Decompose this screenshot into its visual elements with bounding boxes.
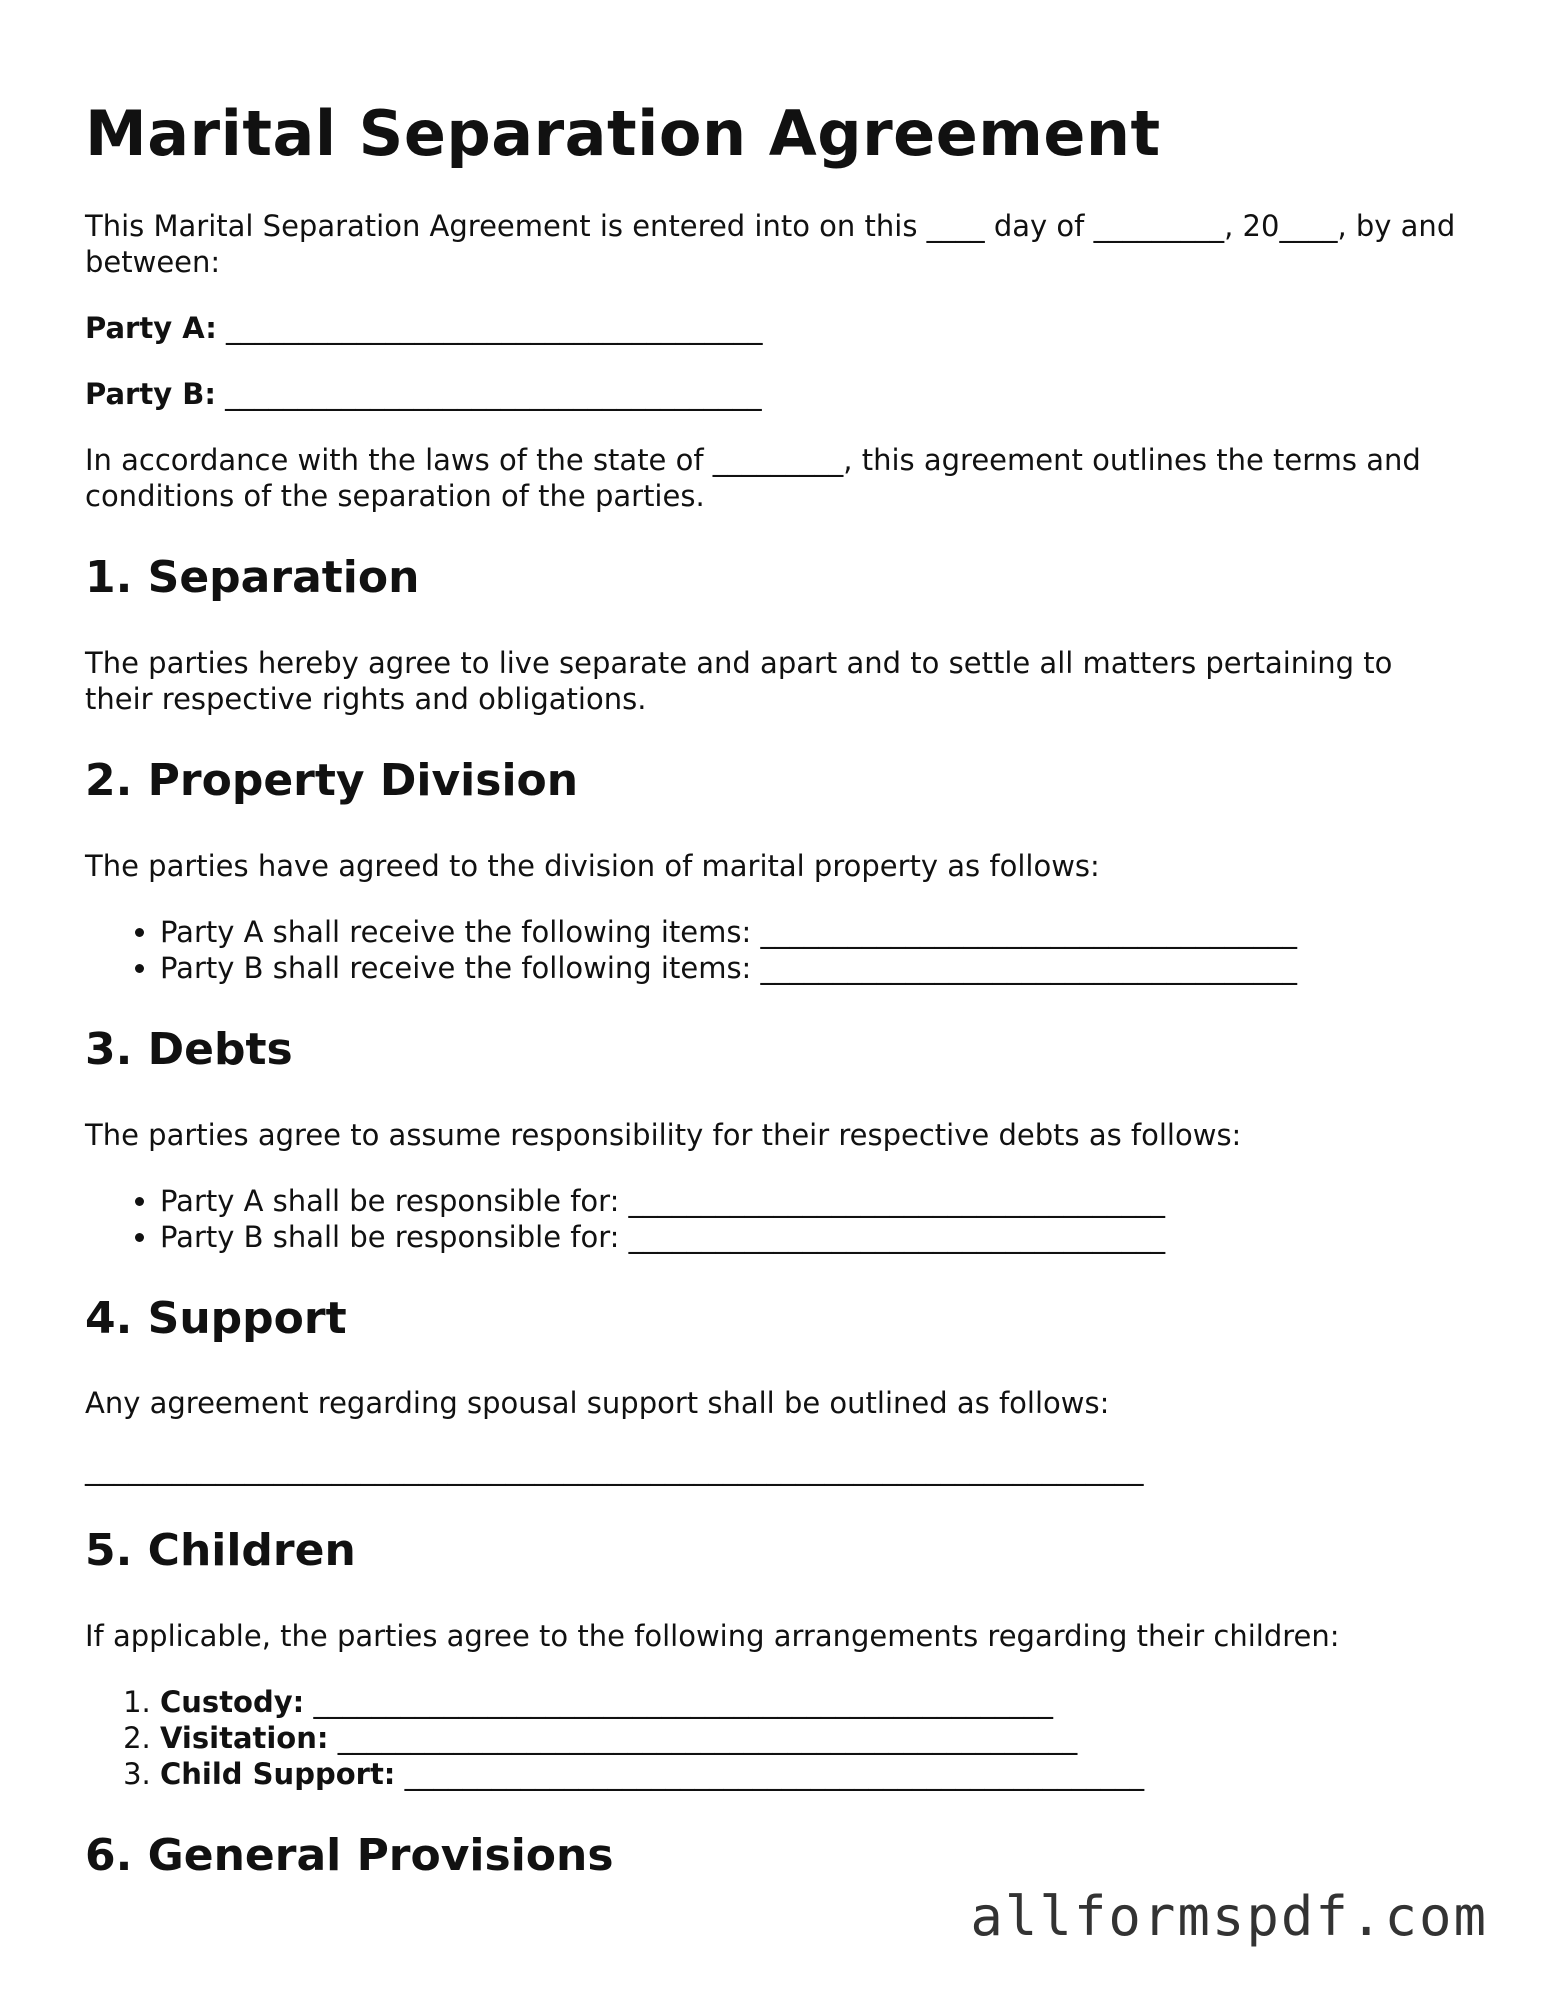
section-heading-general: 6. General Provisions (85, 1830, 614, 1882)
property-list (85, 914, 1465, 986)
debts-paragraph: The parties agree to assume responsibility for their respective debts as follows: (85, 1117, 1242, 1152)
separation-paragraph: The parties hereby agree to live separate and apart and to settle all matters pertaining to their respective rights and obligations. (85, 645, 1393, 716)
list-item (160, 1720, 1465, 1756)
watermark: allformspdf.com (970, 1885, 1488, 1948)
party-a-blank: _____________________________________ (216, 311, 763, 346)
support-paragraph: Any agreement regarding spousal support shall be outlined as follows: (85, 1386, 1110, 1421)
child-support-label: Child Support: (160, 1757, 396, 1792)
party-b-line (85, 376, 1465, 412)
section-heading-children: 5. Children (85, 1525, 356, 1577)
document-page (85, 97, 1465, 1923)
document-title: Marital Separation Agreement (85, 97, 1161, 170)
section-heading-support: 4. Support (85, 1292, 347, 1344)
child-support-blank: ___________________________________________________ (395, 1757, 1145, 1792)
property-paragraph: The parties have agreed to the division of marital property as follows: (85, 848, 1100, 883)
custody-label: Custody: (160, 1685, 305, 1720)
section-heading-property: 2. Property Division (85, 754, 579, 806)
list-item: • Party A shall be responsible for: _____________________________________ (160, 1183, 1465, 1219)
children-paragraph: If applicable, the parties agree to the following arrangements regarding their children: (85, 1619, 1340, 1654)
visitation-label: Visitation: (160, 1721, 329, 1756)
children-list (85, 1684, 1465, 1792)
section-heading-debts: 3. Debts (85, 1023, 293, 1075)
party-b-label: Party B: (85, 377, 216, 412)
section-heading-separation: 1. Separation (85, 552, 420, 604)
laws-paragraph: In accordance with the laws of the state of _________, this agreement outlines the terms and conditions of the separation of the parties. (85, 443, 1421, 514)
debts-list (85, 1183, 1465, 1255)
list-item (160, 1684, 1465, 1720)
custody-blank: ___________________________________________________ (304, 1685, 1053, 1720)
support-blank-line: _________________________________________________________________________ (85, 1452, 1144, 1487)
list-item: • Party B shall receive the following items: _____________________________________ (160, 950, 1465, 986)
party-a-line (85, 310, 1465, 346)
list-item (160, 1756, 1465, 1792)
list-item: • Party B shall be responsible for: _____________________________________ (160, 1219, 1465, 1255)
party-b-blank: _____________________________________ (215, 377, 762, 412)
party-a-label: Party A: (85, 311, 217, 346)
intro-paragraph: This Marital Separation Agreement is entered into on this ____ day of _________, 20____, by and between: (85, 209, 1456, 280)
visitation-blank: ___________________________________________________ (328, 1721, 1078, 1756)
list-item: • Party A shall receive the following items: _____________________________________ (160, 914, 1465, 950)
